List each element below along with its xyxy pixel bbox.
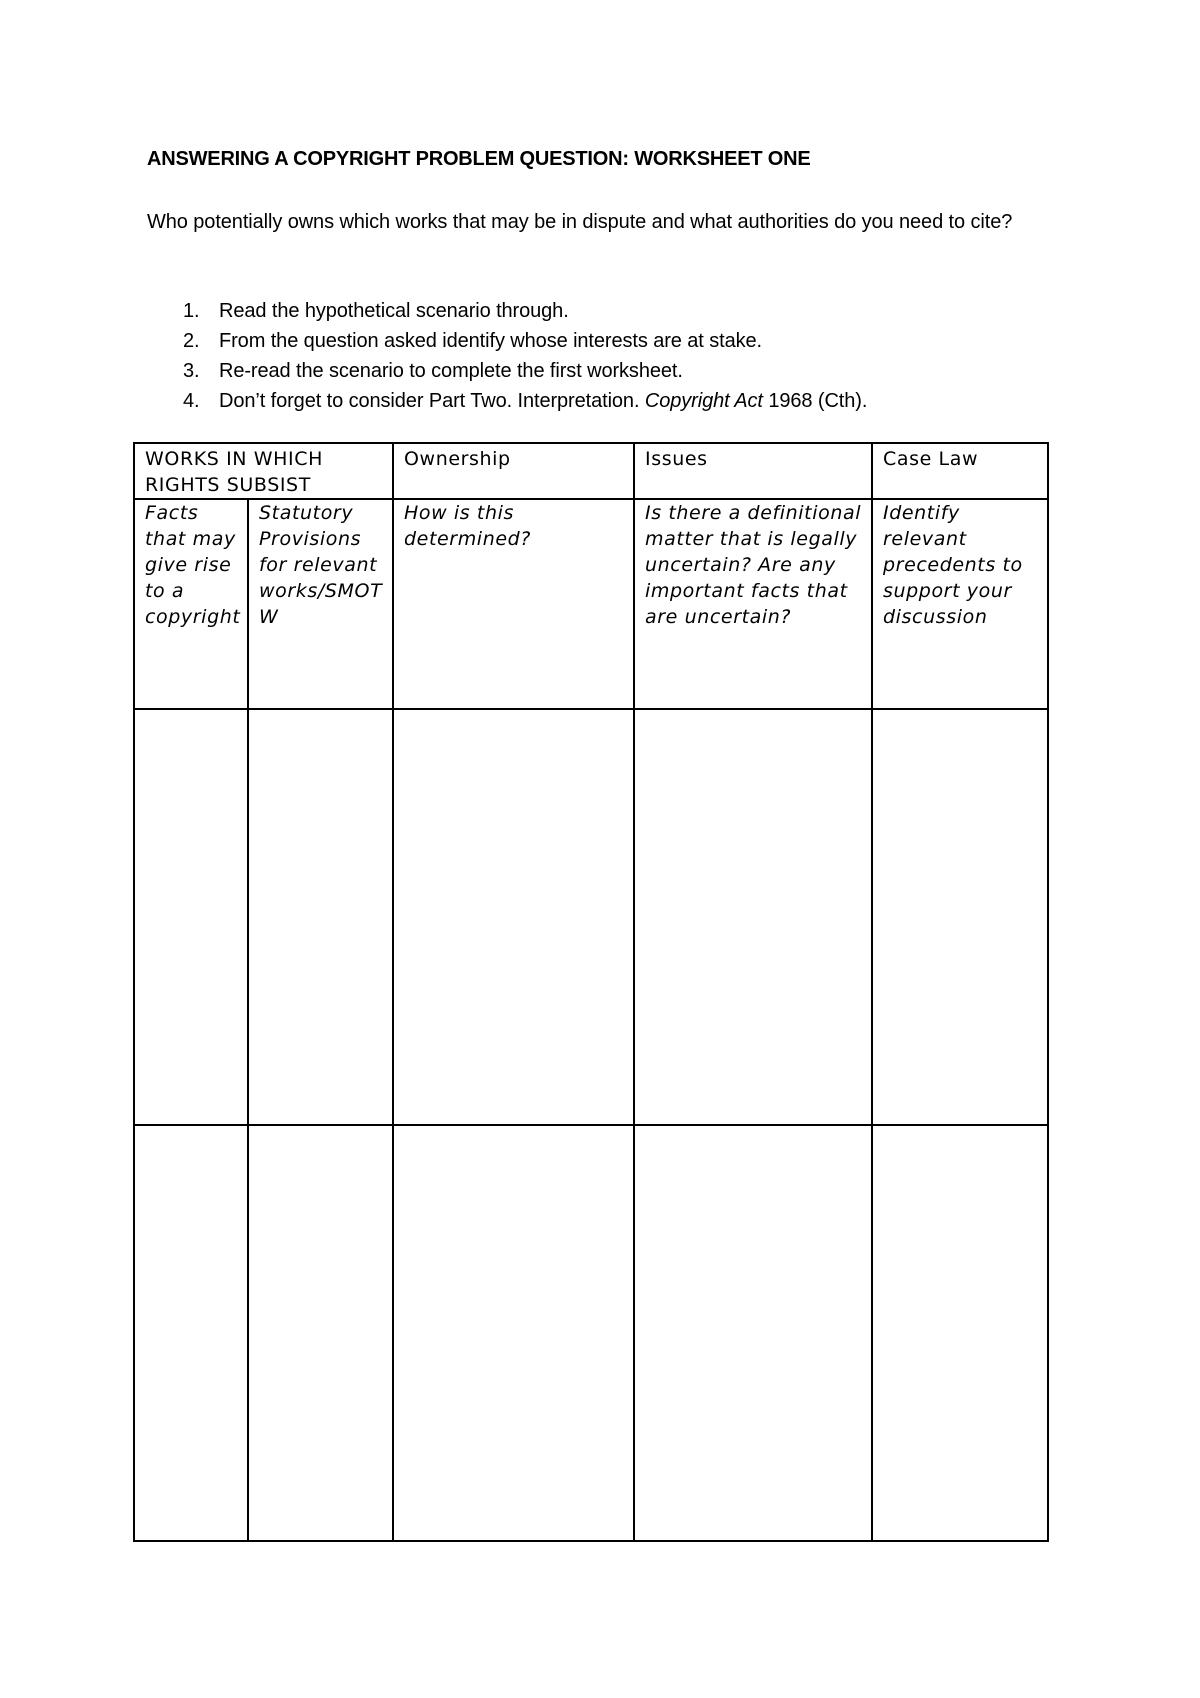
- list-item: [147, 386, 867, 416]
- act-name: Copyright Act: [644, 390, 763, 412]
- subheader-case-law: Identify relevant precedents to support your discussion: [872, 499, 1048, 709]
- blank-cell: [393, 1125, 634, 1541]
- step-text-end: 1968 (Cth).: [762, 390, 868, 412]
- step-text: Re-read the scenario to complete the first worksheet.: [219, 360, 683, 382]
- step-number: 2.: [183, 330, 200, 352]
- step-number: 3.: [183, 360, 200, 382]
- header-case-law: Case Law: [872, 443, 1048, 499]
- step-text: Read the hypothetical scenario through.: [219, 300, 569, 322]
- blank-cell: [248, 709, 393, 1125]
- worksheet-table: [133, 442, 1049, 1542]
- blank-cell: [134, 709, 248, 1125]
- blank-cell: [634, 1125, 872, 1541]
- blank-cell: [393, 709, 634, 1125]
- subheader-statutory: Statutory Provisions for relevant works/SMOTW: [248, 499, 393, 709]
- step-text: Don’t forget to consider Part Two. Interpretation.: [219, 390, 645, 412]
- table-header-row: [134, 443, 1048, 499]
- subheader-facts: Facts that may give rise to a copyright: [134, 499, 248, 709]
- blank-cell: [248, 1125, 393, 1541]
- table-row: [134, 709, 1048, 1125]
- table-row: [134, 1125, 1048, 1541]
- header-ownership: Ownership: [393, 443, 634, 499]
- list-item: [147, 326, 867, 356]
- blank-cell: [134, 1125, 248, 1541]
- step-number: 1.: [183, 300, 200, 322]
- list-item: [147, 356, 867, 386]
- instruction-list: [147, 296, 867, 416]
- guiding-question: Who potentially owns which works that may be in dispute and what authorities do you need to cite?: [147, 211, 1013, 233]
- list-item: [147, 296, 867, 326]
- subheader-ownership: How is this determined?: [393, 499, 634, 709]
- step-text: From the question asked identify whose interests are at stake.: [219, 330, 762, 352]
- step-number: 4.: [183, 390, 200, 412]
- header-works: WORKS IN WHICH RIGHTS SUBSIST: [134, 443, 393, 499]
- table-subheader-row: [134, 499, 1048, 709]
- blank-cell: [872, 1125, 1048, 1541]
- blank-cell: [634, 709, 872, 1125]
- subheader-issues: Is there a definitional matter that is legally uncertain? Are any important facts that are uncertain?: [634, 499, 872, 709]
- blank-cell: [872, 709, 1048, 1125]
- page-title: ANSWERING A COPYRIGHT PROBLEM QUESTION: WORKSHEET ONE: [147, 148, 811, 170]
- header-issues: Issues: [634, 443, 872, 499]
